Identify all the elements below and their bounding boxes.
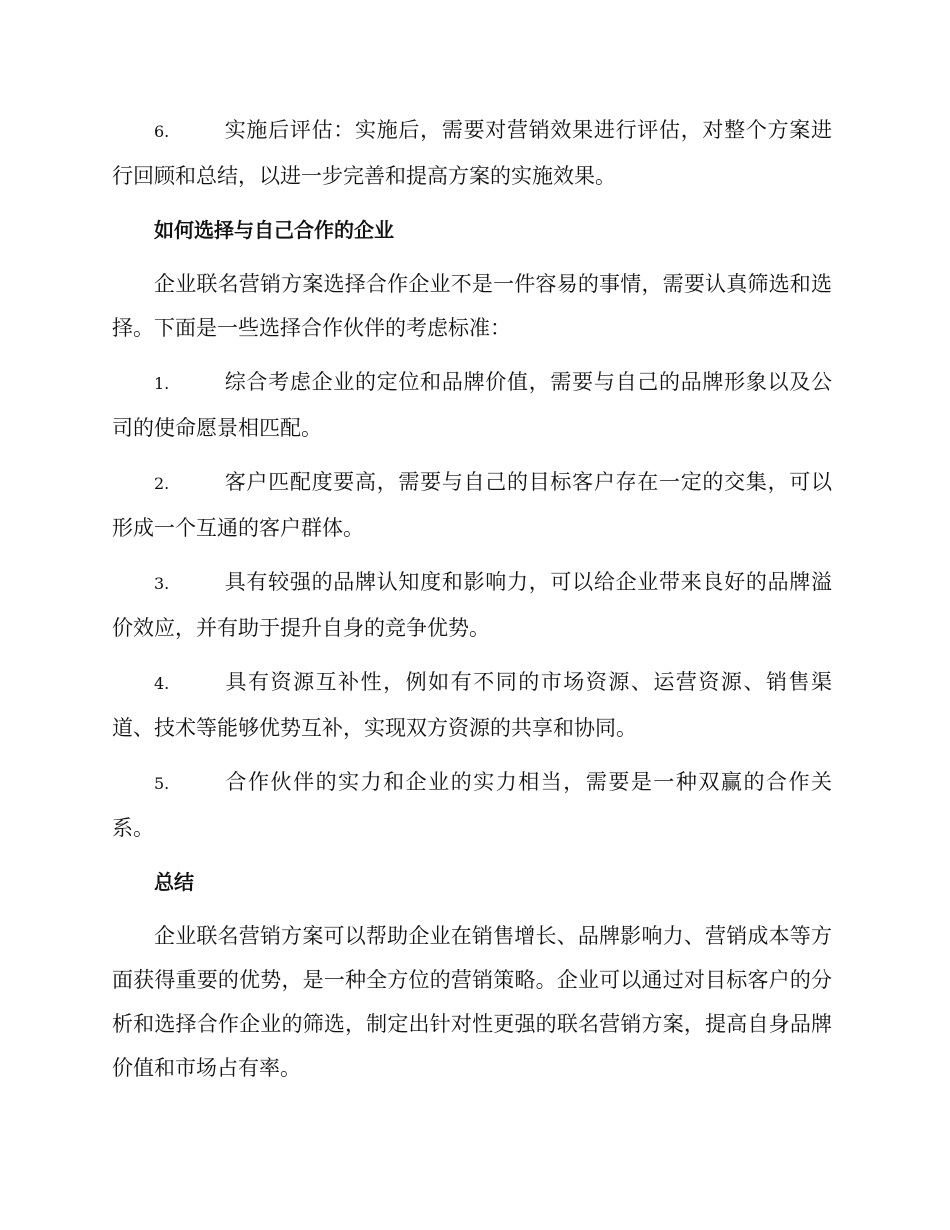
list-item-6 [112, 108, 832, 198]
list-number: 4. [154, 674, 170, 693]
summary-paragraph: 企业联名营销方案可以帮助企业在销售增长、品牌影响力、营销成本等方面获得重要的优势，是一种全方位的营销策略。企业可以通过对目标客户的分析和选择合作企业的筛选，制定出针对性更强的联名营销方案，提高自身品牌价值和市场占有率。 [112, 924, 832, 1080]
list-text: 实施后评估：实施后，需要对营销效果进行评估，对整个方案进行回顾和总结，以进一步完善和提高方案的实施效果。 [112, 118, 832, 188]
list-text: 具有资源互补性，例如有不同的市场资源、运营资源、销售渠道、技术等能够优势互补，实现双方资源的共享和协同。 [112, 670, 832, 740]
list-number: 5. [154, 774, 170, 793]
list-number: 1. [154, 374, 170, 393]
list-number: 3. [154, 574, 170, 593]
list-text: 具有较强的品牌认知度和影响力，可以给企业带来良好的品牌溢价效应，并有助于提升自身的竞争优势。 [112, 570, 832, 640]
document-page [112, 108, 832, 1100]
list-item-4 [112, 660, 832, 750]
list-text: 综合考虑企业的定位和品牌价值，需要与自己的品牌形象以及公司的使命愿景相匹配。 [112, 370, 832, 440]
list-number: 6. [154, 122, 170, 141]
list-item-5 [112, 760, 832, 850]
list-text: 客户匹配度要高，需要与自己的目标客户存在一定的交集，可以形成一个互通的客户群体。 [112, 470, 832, 540]
list-text: 合作伙伴的实力和企业的实力相当，需要是一种双赢的合作关系。 [112, 770, 832, 840]
section-heading-partner: 如何选择与自己合作的企业 [154, 218, 394, 242]
list-item-3 [112, 560, 832, 650]
list-item-2 [112, 460, 832, 550]
section-intro-paragraph: 企业联名营销方案选择合作企业不是一件容易的事情，需要认真筛选和选择。下面是一些选择合作伙伴的考虑标准： [112, 272, 832, 340]
list-item-1 [112, 360, 832, 450]
section-heading-summary: 总结 [154, 870, 194, 894]
list-number: 2. [154, 474, 170, 493]
